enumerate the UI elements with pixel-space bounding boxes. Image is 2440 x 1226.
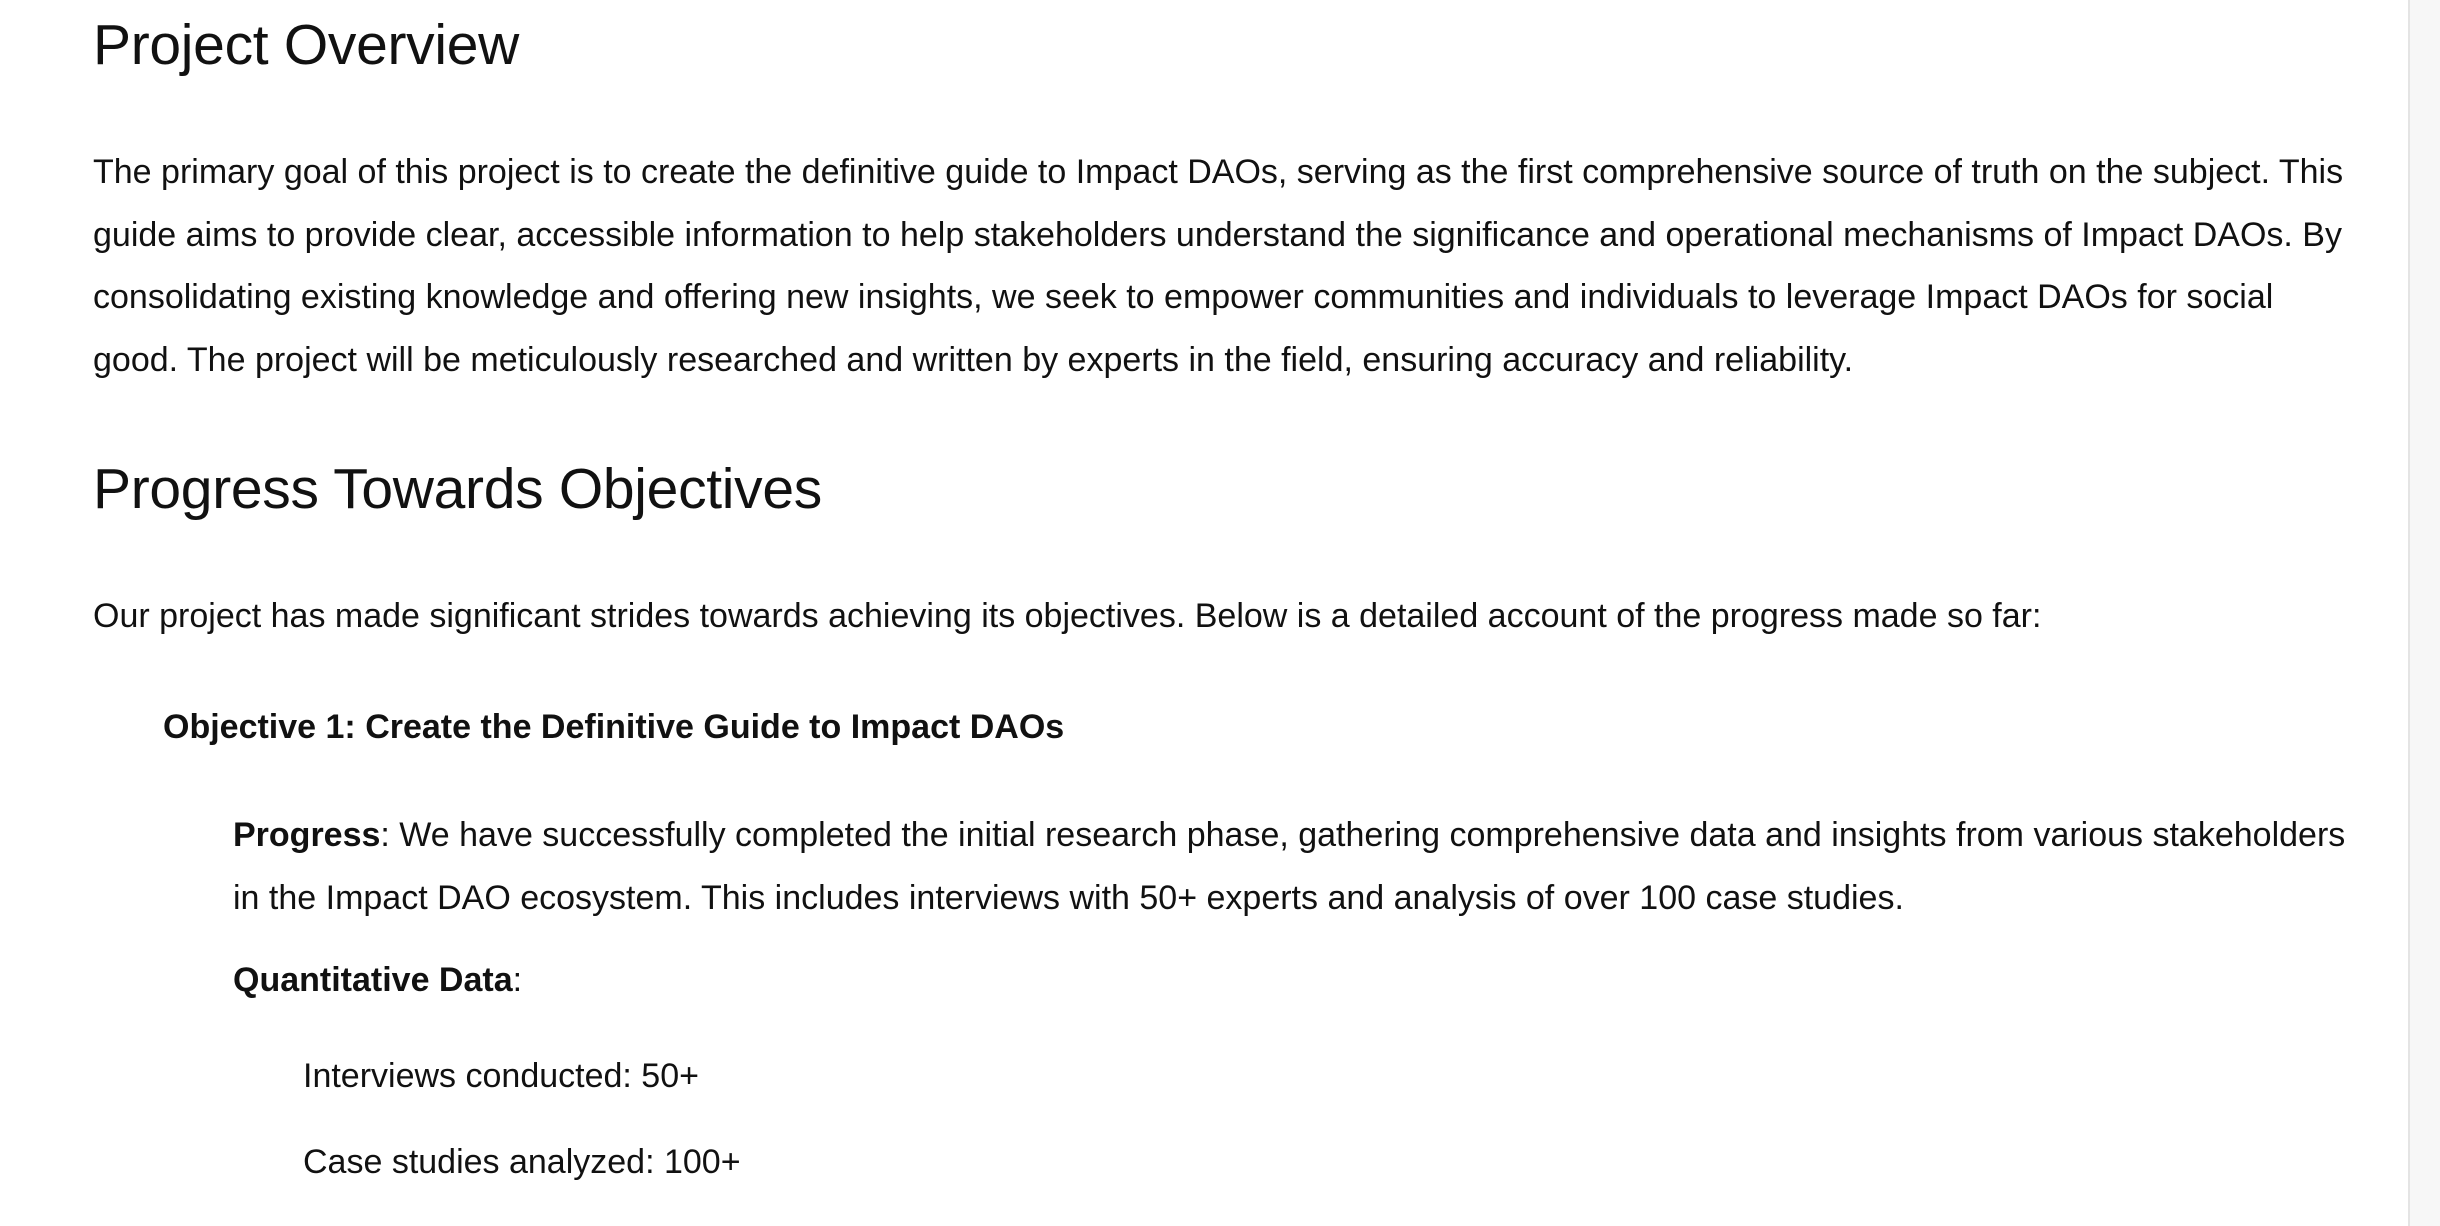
progress-label: Progress [233, 816, 381, 854]
progress-paragraph [233, 804, 2353, 929]
scrollbar-track[interactable] [2408, 0, 2440, 1226]
project-overview-paragraph: The primary goal of this project is to create the definitive guide to Impact DAOs, serving as the first comprehensive source of truth on the subject. This guide aims to provide clear, accessible information to help stakeholders understand the significance and operational mechanisms of Impact DAOs. By consolidating existing knowledge and offering new insights, we seek to empower communities and individuals to leverage Impact DAOs for social good. The project will be meticulously researched and written by experts in the field, ensuring accuracy and reliability. [93, 153, 2344, 379]
section-heading-project-overview: Project Overview [93, 13, 519, 77]
objective-1-body [233, 804, 2353, 929]
quantitative-metrics-list [303, 1046, 741, 1218]
progress-intro-paragraph: Our project has made significant strides towards achieving its objectives. Below is a detailed account of the progress made so far: [93, 597, 2042, 635]
metric-case-studies: Case studies analyzed: 100+ [303, 1143, 741, 1181]
quantitative-data-line [233, 950, 522, 1010]
section-heading-progress: Progress Towards Objectives [93, 457, 822, 521]
objective-1-heading: Objective 1: Create the Definitive Guide to Impact DAOs [163, 708, 1065, 746]
progress-text: : We have successfully completed the initial research phase, gathering comprehensive data and insights from various stakeholders in the Impact DAO ecosystem. This includes interviews with 50+ experts and analysis of over 100 case studies. [233, 816, 2346, 917]
quantitative-data-label: Quantitative Data [233, 961, 513, 999]
metric-interviews: Interviews conducted: 50+ [303, 1057, 699, 1095]
quantitative-data-colon: : [512, 961, 523, 999]
